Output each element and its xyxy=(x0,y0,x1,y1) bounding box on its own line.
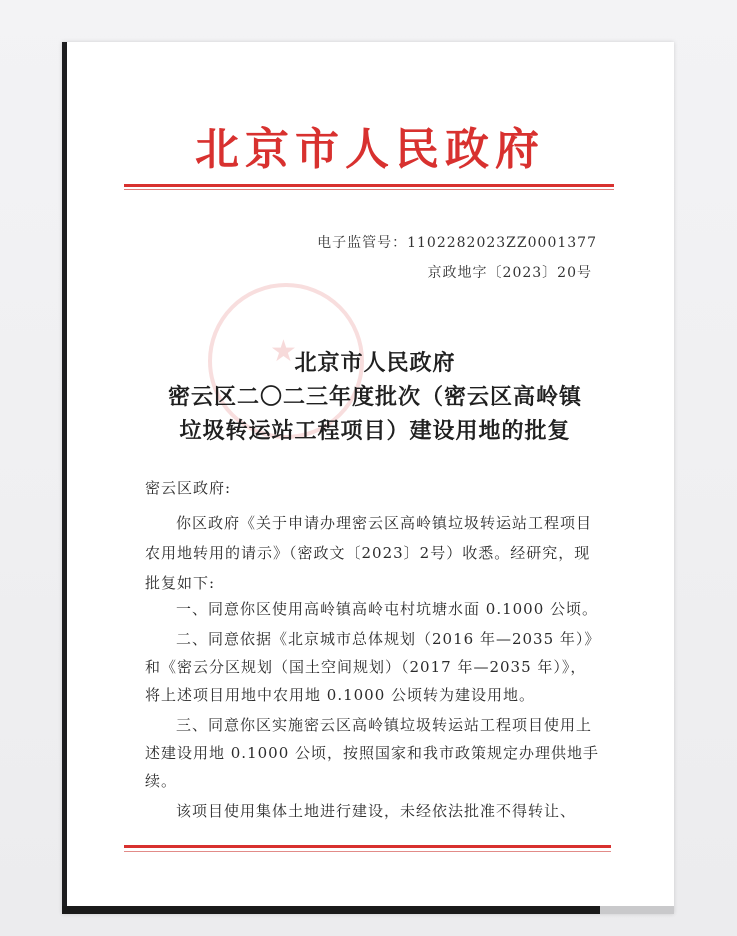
document-title-line-1: 北京市人民政府 xyxy=(294,350,456,376)
body-line: 农用地转用的请示》（密政文〔2023〕2号）收悉。经研究，现 xyxy=(145,544,591,562)
body-line: 批复如下: xyxy=(145,574,216,592)
header-red-rule-thin xyxy=(124,189,614,190)
document-number: 京政地字〔2023〕20号 xyxy=(427,265,592,281)
body-line: 该项目使用集体土地进行建设，未经依法批准不得转让、 xyxy=(176,802,577,820)
seal-star-icon: ★ xyxy=(270,334,297,369)
body-line: 续。 xyxy=(145,772,178,790)
page-bottom-edge-light xyxy=(600,906,674,914)
footer-red-rule-thin xyxy=(124,851,611,852)
footer-red-rule-thick xyxy=(124,845,611,848)
body-line: 述建设用地 0.1000 公顷，按照国家和我市政策规定办理供地手 xyxy=(145,744,600,762)
body-line: 三、同意你区实施密云区高岭镇垃圾转运站工程项目使用上 xyxy=(176,716,593,734)
addressee: 密云区政府: xyxy=(145,479,232,497)
document-title-line-3: 垃圾转运站工程项目）建设用地的批复 xyxy=(179,418,571,444)
body-line: 你区政府《关于申请办理密云区高岭镇垃圾转运站工程项目 xyxy=(176,514,593,532)
issuing-authority-header: 北京市人民政府 xyxy=(195,124,545,175)
page-left-edge-shadow xyxy=(62,42,67,914)
header-red-rule-thick xyxy=(124,184,614,187)
page-bottom-edge-shadow xyxy=(62,906,674,914)
document-title-line-2: 密云区二〇二三年度批次（密云区高岭镇 xyxy=(167,384,582,410)
body-line: 一、同意你区使用高岭镇高岭屯村坑塘水面 0.1000 公顷。 xyxy=(176,600,599,618)
body-line: 将上述项目用地中农用地 0.1000 公顷转为建设用地。 xyxy=(145,686,536,704)
body-line: 和《密云分区规划（国土空间规划）（2017 年—2035 年）》， xyxy=(145,658,587,676)
body-line: 二、同意依据《北京城市总体规划（2016 年—2035 年）》 xyxy=(176,630,601,648)
supervision-number: 电子监管号：1102282023ZZ0001377 xyxy=(317,235,597,251)
